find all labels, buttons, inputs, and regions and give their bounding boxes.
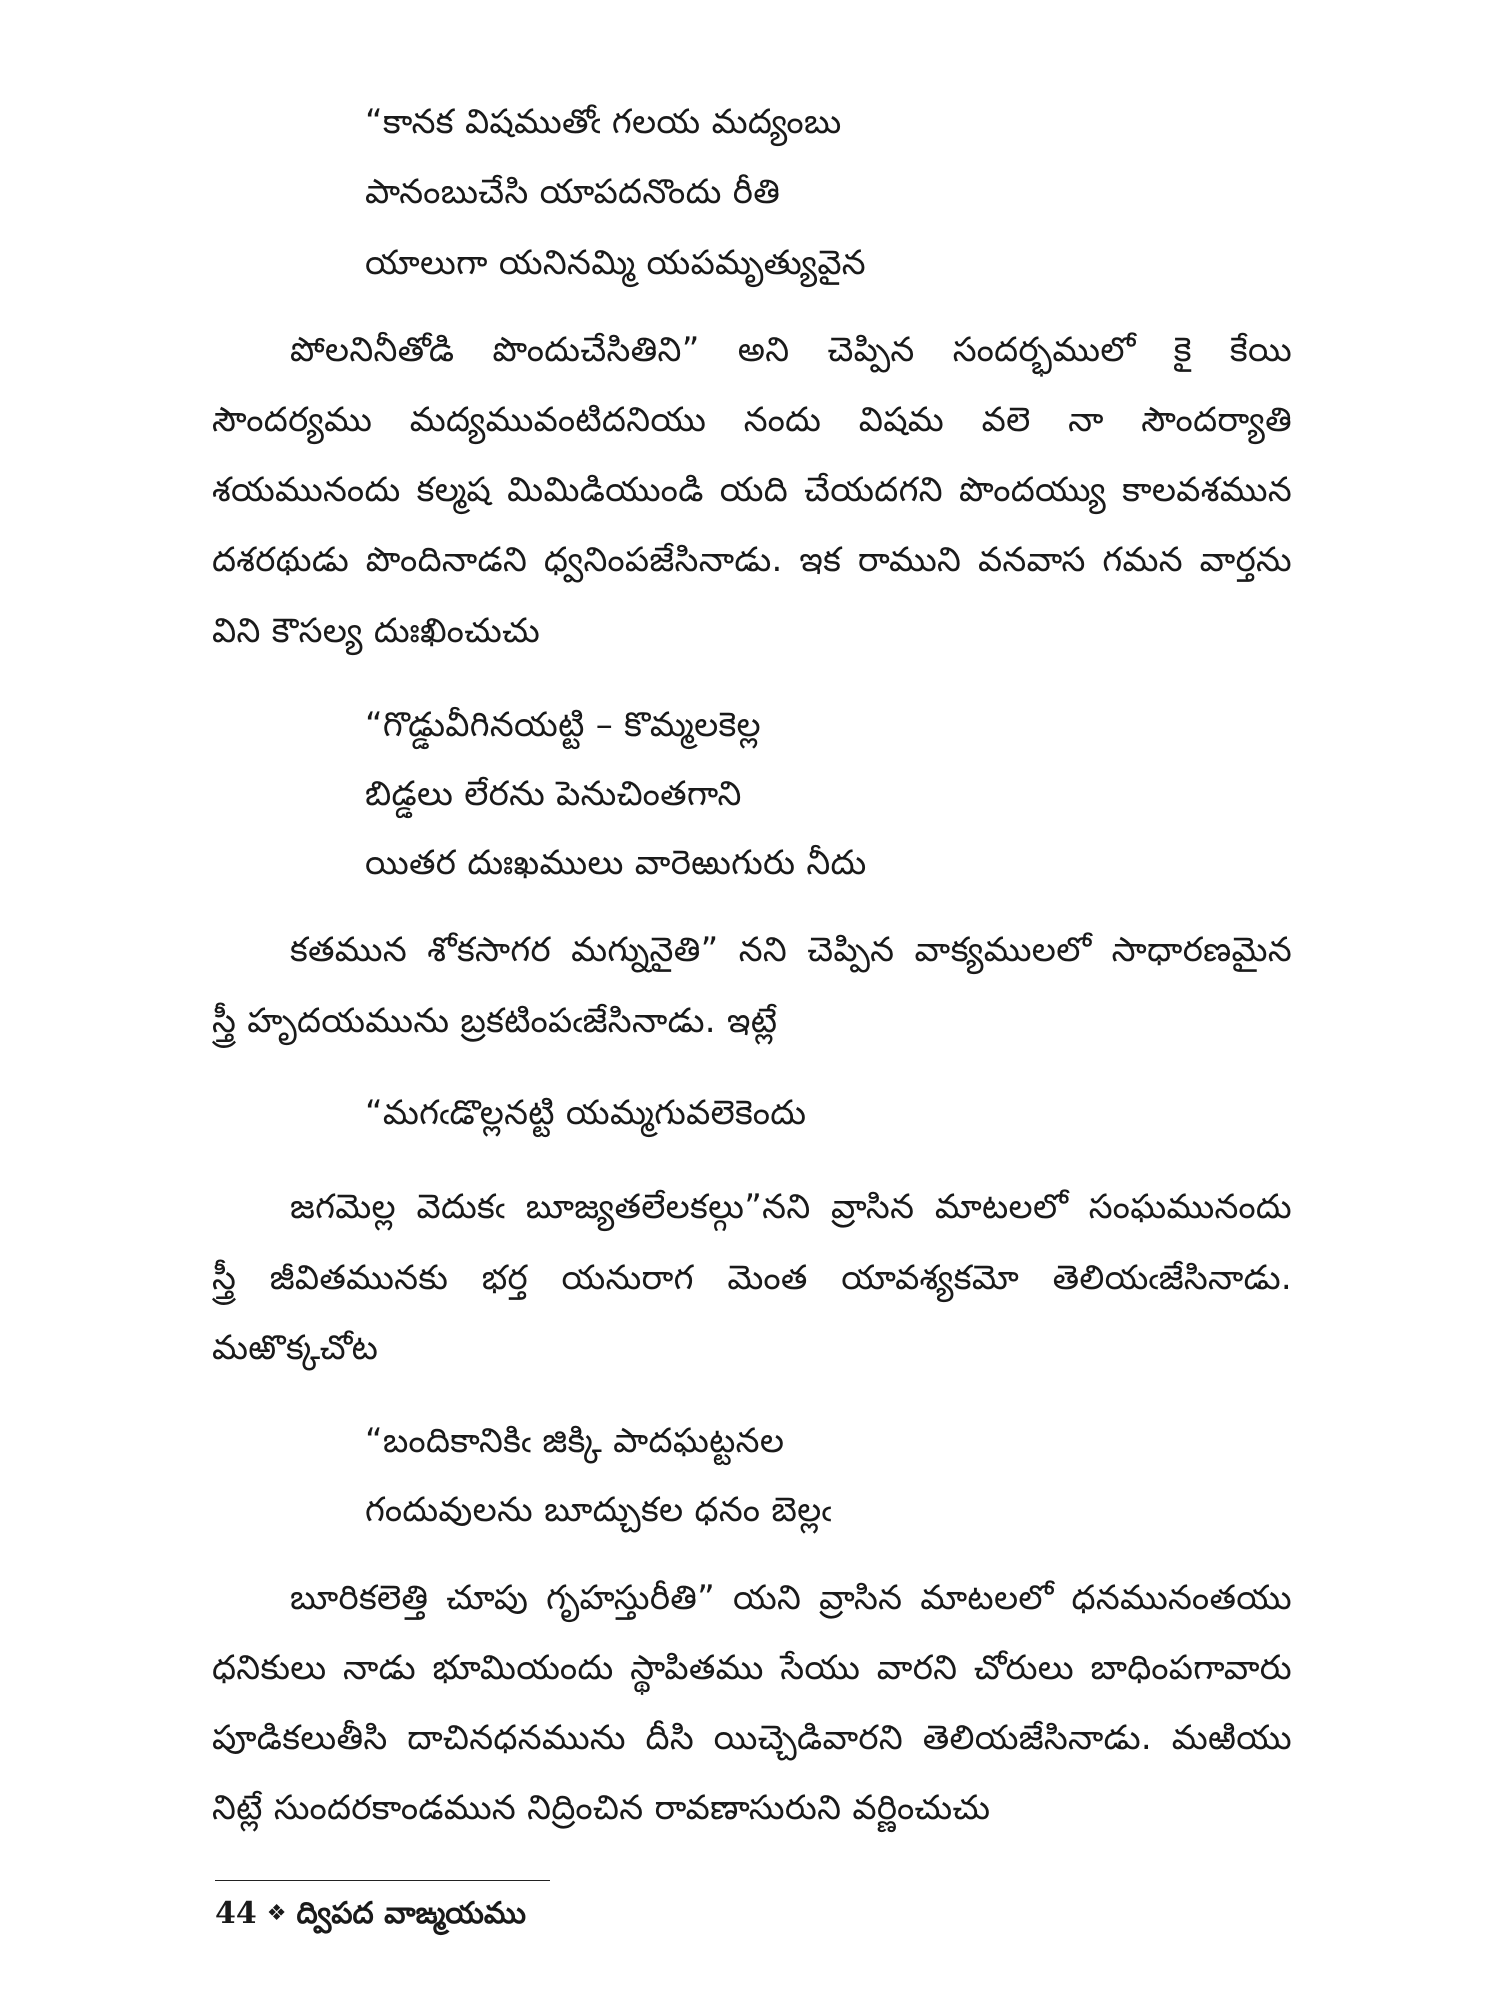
paragraph-line: స్త్రీ జీవితమునకు భర్త యనురాగ మెంత యావశ్యకమో తెలియఁజేసినాడు.	[212, 1258, 1292, 1298]
verse-line: “గొడ్డువీగినయట్టి – కొమ్మలకెల్ల	[365, 705, 761, 745]
footer-rule	[215, 1880, 550, 1881]
paragraph-line: దశరథుడు పొందినాడని ధ్వనింపజేసినాడు. ఇక రాముని వనవాస గమన వార్తను	[212, 540, 1292, 580]
page-number: 44	[215, 1896, 257, 1931]
paragraph-line: శయమునందు కల్మష మిమిడియుండి యది చేయదగని పొందయ్యు కాలవశమున	[212, 470, 1292, 510]
paragraph-line: విని కౌసల్య దుఃఖించుచు	[212, 611, 541, 651]
paragraph-line: పూడికలుతీసి దాచినధనమును దీసి యిచ్చెడివారని తెలియజేసినాడు. మఱియు	[212, 1718, 1292, 1758]
verse-line: “కానక విషముతోఁ గలయ మద్యంబు	[365, 102, 842, 142]
paragraph-line: మఱొక్కచోట	[212, 1328, 379, 1368]
verse-line: గందువులను బూద్చుకల ధనం బెల్లఁ	[365, 1490, 832, 1530]
paragraph-line: జగమెల్ల వెదుకఁ బూజ్యతలేలకల్గు”నని వ్రాసిన మాటలలో సంఘమునందు	[290, 1187, 1292, 1227]
paragraph-line: కతమున శోకసాగర మగ్నునైతి” నని చెప్పిన వాక్యములలో సాధారణమైన	[290, 930, 1292, 970]
ornament-icon: ❖	[266, 1901, 287, 1926]
verse-line: యాలుగా యనినమ్మి యపమృత్యువైన	[365, 243, 866, 283]
verse-line: “మగఁడొల్లనట్టి యమ్మగువలెకెందు	[365, 1093, 807, 1133]
verse-line: పానంబుచేసి యాపదనొందు రీతి	[365, 172, 781, 212]
verse-line: “బందికానికిఁ జిక్కి పాదఘట్టనల	[365, 1421, 785, 1461]
paragraph-line: ధనికులు నాడు భూమియందు స్థాపితము సేయు వారని చోరులు బాధింపగావారు	[212, 1648, 1292, 1688]
paragraph-line: బూరికలెత్తి చూపు గృహస్తురీతి” యని వ్రాసిన మాటలలో ధనమునంతయు	[290, 1578, 1292, 1618]
page-footer	[215, 1896, 526, 1935]
book-title: ద్విపద వాఙ్మయము	[296, 1896, 526, 1931]
paragraph-line: నిట్లే సుందరకాండమున నిద్రించిన రావణాసురుని వర్ణించుచు	[212, 1788, 991, 1828]
paragraph-line: సౌందర్యము మద్యమువంటిదనియు నందు విషమ వలె నా సౌందర్యాతి	[212, 400, 1292, 440]
verse-line: బిడ్డలు లేరను పెనుచింతగాని	[365, 774, 742, 814]
verse-line: యితర దుఃఖములు వారెఱుగురు నీదు	[365, 843, 867, 883]
paragraph-line: స్త్రీ హృదయమును బ్రకటింపఁజేసినాడు. ఇట్లే	[212, 1001, 778, 1041]
paragraph-line: పోలనినీతోడి పొందుచేసితిని” అని చెప్పిన సందర్భములో కై కేయి	[290, 330, 1292, 370]
